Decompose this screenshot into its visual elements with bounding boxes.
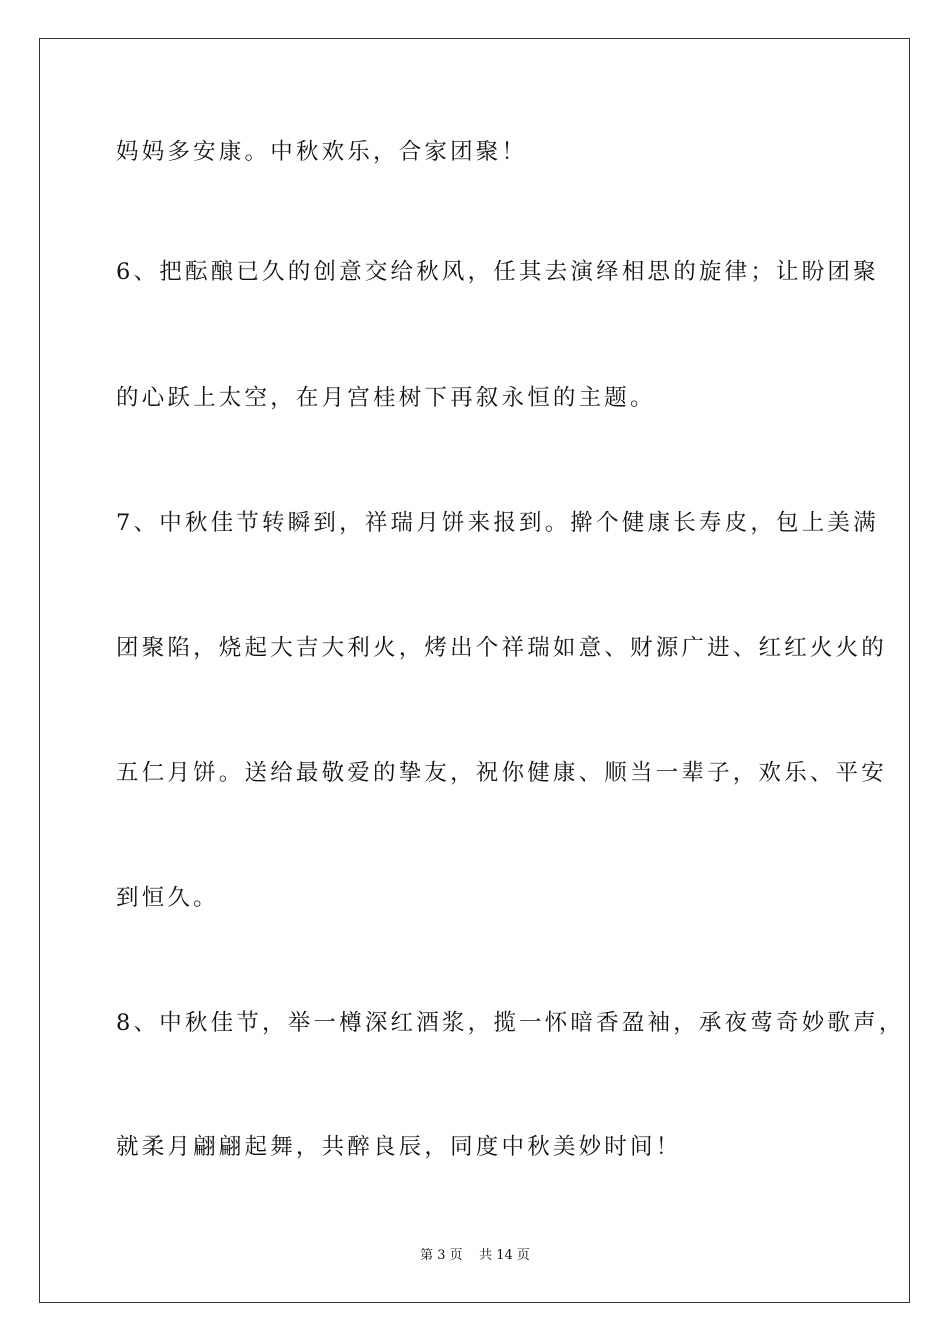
text-line: 7、中秋佳节转瞬到，祥瑞月饼来报到。擀个健康长寿皮，包上美满 [116,510,879,536]
page-number-footer: 第 3 页 共 14 页 [420,1248,530,1263]
text-line: 到恒久。 [116,885,219,911]
text-line: 就柔月翩翩起舞，共醉良辰，同度中秋美妙时间！ [116,1134,682,1160]
text-line: 的心跃上太空，在月宫桂树下再叙永恒的主题。 [116,385,656,411]
text-line: 8、中秋佳节，举一樽深红酒浆，揽一怀暗香盈袖，承夜莺奇妙歌声， [116,1010,905,1036]
text-line: 五仁月饼。送给最敬爱的挚友，祝你健康、顺当一辈子，欢乐、平安 [116,760,888,786]
text-line: 团聚陷，烧起大吉大利火，烤出个祥瑞如意、财源广进、红红火火的 [116,635,888,661]
text-line: 6、把酝酿已久的创意交给秋风，任其去演绎相思的旋律；让盼团聚 [116,259,879,285]
text-line: 妈妈多安康。中秋欢乐，合家团聚！ [116,139,528,165]
page-border [39,38,910,1303]
